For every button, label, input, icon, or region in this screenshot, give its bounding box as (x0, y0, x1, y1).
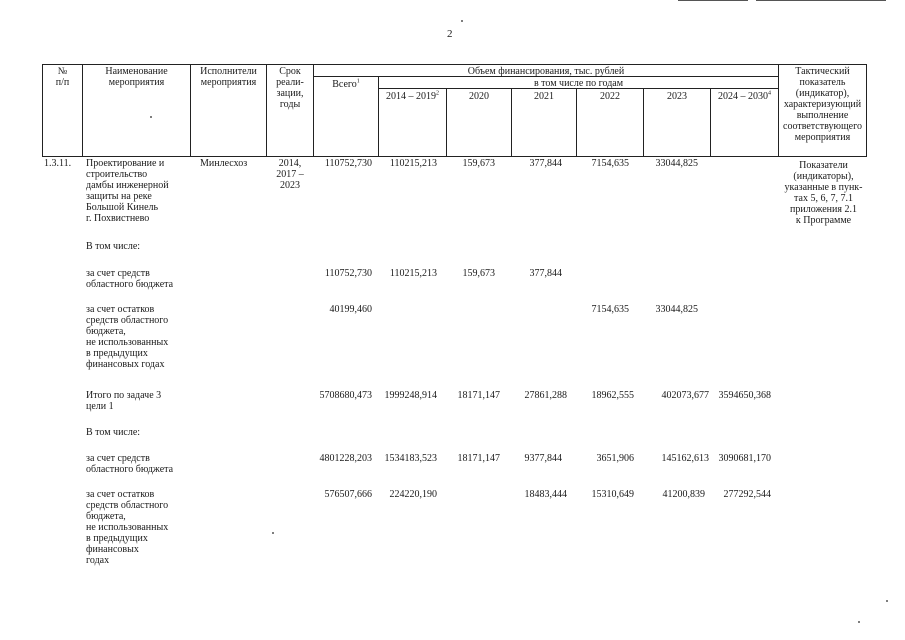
header-year: 2023 (667, 91, 687, 102)
header-by-years: в том числе по годам (533, 78, 624, 89)
row-value: 7154,635 (591, 158, 629, 169)
row-value: 1534183,523 (384, 453, 437, 464)
scan-speck (858, 621, 860, 623)
row-total: 5708680,473 (319, 390, 372, 401)
header-executors: Исполнители мероприятия (200, 66, 257, 88)
row-total: 110752,730 (324, 158, 372, 169)
scan-speck (461, 20, 463, 22)
row-value: 159,673 (462, 158, 495, 169)
row-total: 4801228,203 (319, 453, 372, 464)
row-name: В том числе: (86, 241, 141, 252)
row-value: 3090681,170 (718, 453, 771, 464)
row-total: 40199,460 (329, 304, 372, 315)
row-indicator: Показатели (индикаторы), указанные в пунк- тах 5, 6, 7, 7.1 приложения 2.1 к Программе (784, 160, 863, 226)
row-name: за счет остатков средств областного бюджета, не использованных в предыдущих финансовых годах (86, 489, 169, 566)
header-num: № п/п (55, 66, 70, 88)
row-value: 18483,444 (524, 489, 567, 500)
header-year: 2022 (600, 91, 620, 102)
row-total: 110752,730 (324, 268, 372, 279)
row-name: Итого по задаче 3 цели 1 (86, 390, 162, 412)
row-value: 15310,649 (591, 489, 634, 500)
row-value: 402073,677 (661, 390, 709, 401)
row-value: 3594650,368 (718, 390, 771, 401)
header-total: Всего$^1$ (332, 78, 360, 90)
row-value: 277292,544 (723, 489, 771, 500)
row-value: 18962,555 (591, 390, 634, 401)
scan-speck (150, 116, 152, 118)
row-value: 18171,147 (457, 390, 500, 401)
header-indicator: Тактический показатель (индикатор), характеризующий выполнение соответствующего мероприятия (783, 66, 862, 143)
header-rule-left (678, 0, 748, 1)
row-term: 2014, 2017 – 2023 (276, 158, 304, 191)
row-value: 1999248,914 (384, 390, 437, 401)
scan-speck (272, 532, 274, 534)
header-funding-title: Объем финансирования, тыс. рублей (467, 66, 625, 77)
header-year: 2020 (469, 91, 489, 102)
row-value: 33044,825 (655, 158, 698, 169)
row-value: 9377,844 (524, 453, 562, 464)
row-number: 1.3.11. (44, 158, 72, 169)
row-value: 27861,288 (524, 390, 567, 401)
row-value: 110215,213 (389, 268, 437, 279)
header-rule-right (756, 0, 886, 1)
row-name: за счет средств областного бюджета (86, 453, 174, 475)
page-number: 2 (447, 28, 453, 40)
row-name: за счет остатков средств областного бюджета, не использованных в предыдущих финансовых годах (86, 304, 169, 370)
row-value: 33044,825 (655, 304, 698, 315)
row-value: 41200,839 (662, 489, 705, 500)
header-name: Наименование мероприятия (105, 66, 168, 88)
row-value: 224220,190 (389, 489, 437, 500)
row-value: 7154,635 (591, 304, 629, 315)
row-name: Проектирование и строительство дамбы инженерной защиты на реке Большой Кинель г. Похвистнево (86, 158, 169, 224)
row-value: 18171,147 (457, 453, 500, 464)
header-term: Срок реали- зации, годы (276, 66, 304, 110)
row-total: 576507,666 (324, 489, 372, 500)
row-name: В том числе: (86, 427, 141, 438)
scan-speck (886, 600, 888, 602)
row-executor: Минлесхоз (200, 158, 248, 169)
row-value: 3651,906 (596, 453, 634, 464)
row-value: 377,844 (529, 158, 562, 169)
row-value: 110215,213 (389, 158, 437, 169)
row-value: 145162,613 (661, 453, 709, 464)
header-year: 2014 – 2019$^2$ (386, 90, 439, 102)
row-name: за счет средств областного бюджета (86, 268, 174, 290)
row-value: 159,673 (462, 268, 495, 279)
header-year: 2024 – 2030$^4$ (718, 90, 771, 102)
row-value: 377,844 (529, 268, 562, 279)
header-year: 2021 (534, 91, 554, 102)
